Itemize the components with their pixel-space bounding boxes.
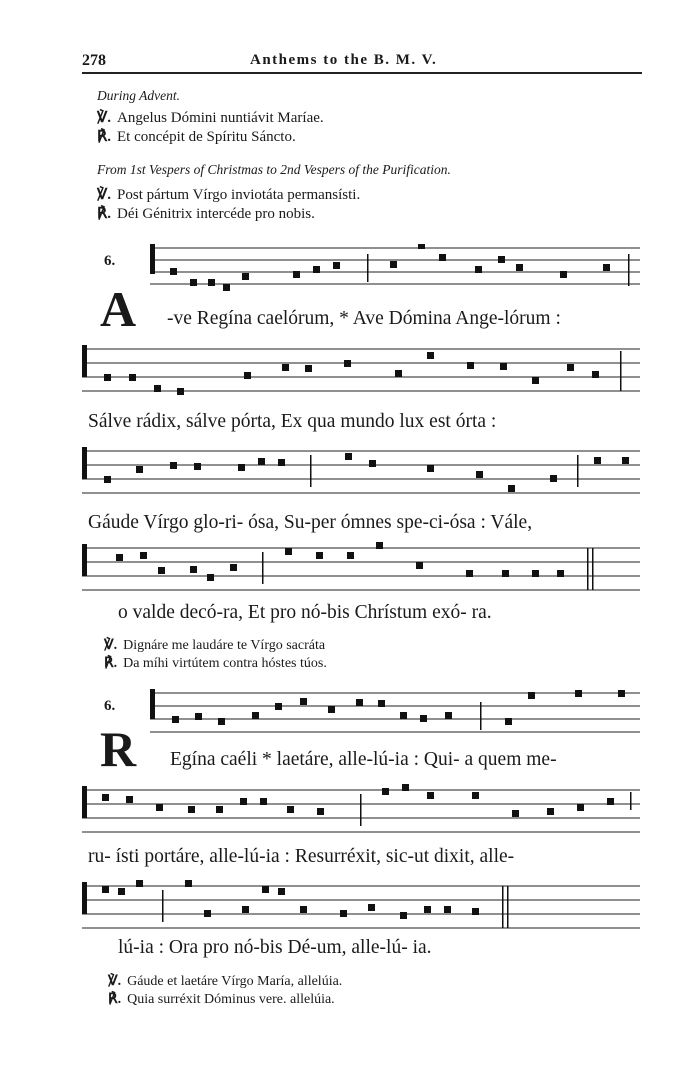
anthem6a-verse — [104, 637, 325, 654]
versicle-symbol: ℣. — [104, 638, 118, 653]
lyric-line: Egína caéli * laetáre, alle-lú-ia : Qui- a quem me- — [170, 749, 557, 770]
lyric-line: Gáude Vírgo glo-ri- ósa, Su-per ómnes spe-ci-ósa : Vále, — [88, 512, 533, 533]
chant-staff — [82, 542, 640, 596]
anthem-number: 6. — [104, 698, 116, 714]
chant-staff — [150, 244, 640, 292]
rubric-christmas: From 1st Vespers of Christmas to 2nd Vespers of the Purification. — [97, 162, 451, 177]
running-title: Anthems to the B. M. V. — [250, 52, 438, 68]
christmas-verse — [97, 185, 360, 204]
anthem-number: 6. — [104, 253, 116, 269]
anthem6a-response — [104, 655, 327, 672]
lyric-line: ru- ísti portáre, alle-lú-ia : Resurréxit, sic-ut dixit, alle- — [88, 846, 515, 867]
christmas-response — [97, 204, 315, 223]
advent-response-text: Et concépit de Spíritu Sáncto. — [117, 129, 296, 145]
chant-staff — [150, 688, 640, 738]
drop-cap-initial: R — [100, 721, 137, 777]
header-rule — [82, 72, 642, 74]
page-header — [82, 52, 638, 72]
anthem6b-verse-text: Gáude et laetáre Vírgo María, allelúia. — [127, 974, 343, 989]
anthem6b-response — [108, 991, 335, 1008]
drop-cap-initial: A — [100, 281, 137, 337]
versicle-symbol: ℣. — [97, 110, 112, 126]
advent-verse-text: Angelus Dómini nuntiávit Maríae. — [117, 110, 324, 126]
response-symbol: ℟. — [97, 206, 112, 222]
rubric-advent: During Advent. — [97, 88, 180, 103]
page-number: 278 — [82, 52, 106, 69]
advent-response — [97, 127, 296, 146]
christmas-verse-text: Post pártum Vírgo inviotáta permansísti. — [117, 187, 361, 203]
lyric-line: o valde decó-ra, Et pro nó-bis Chrístum exó- ra. — [118, 602, 492, 623]
versicle-symbol: ℣. — [108, 974, 122, 989]
response-symbol: ℟. — [97, 129, 112, 145]
chant-staff — [82, 880, 640, 932]
lyric-line: Sálve rádix, sálve pórta, Ex qua mundo lux est órta : — [88, 411, 497, 432]
anthem6b-response-text: Quia surréxit Dóminus vere. allelúia. — [127, 992, 335, 1007]
chant-staff — [82, 445, 640, 501]
lyric-line: lú-ia : Ora pro nó-bis Dé-um, alle-lú- ia. — [118, 937, 432, 958]
anthem6a-verse-text: Dignáre me laudáre te Vírgo sacráta — [123, 638, 326, 653]
chant-staff — [82, 784, 640, 838]
christmas-response-text: Déi Génitrix intercéde pro nobis. — [117, 206, 315, 222]
lyric-line: -ve Regína caelórum, * Ave Dómina Ange-lórum : — [167, 308, 561, 329]
chant-staff — [82, 343, 640, 399]
anthem6b-verse — [108, 973, 342, 990]
response-symbol: ℟. — [104, 656, 118, 671]
advent-verse — [97, 108, 324, 127]
anthem6a-response-text: Da míhi virtútem contra hóstes túos. — [123, 656, 327, 671]
versicle-symbol: ℣. — [97, 187, 112, 203]
response-symbol: ℟. — [108, 992, 122, 1007]
